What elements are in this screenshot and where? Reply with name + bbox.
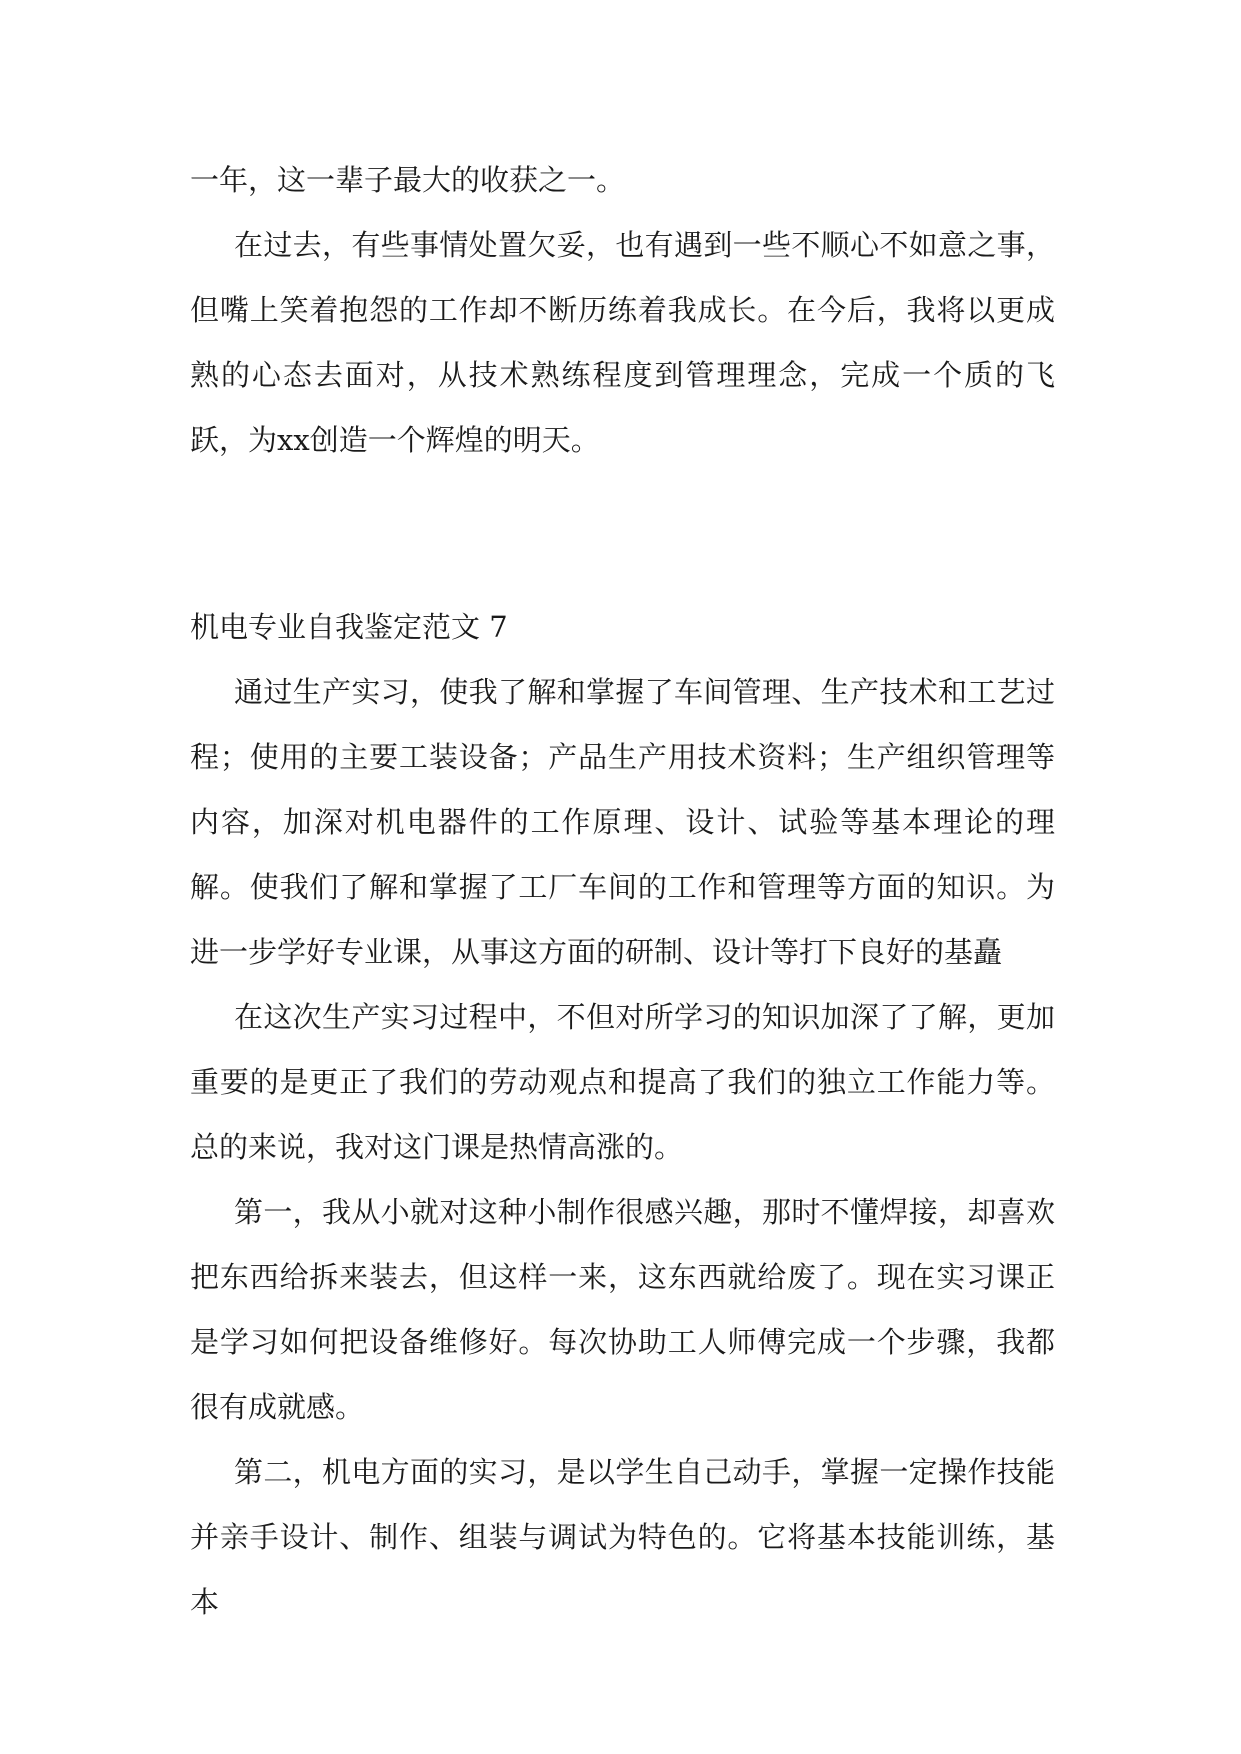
text-section-top <box>190 148 1055 473</box>
paragraph: 第二，机电方面的实习，是以学生自己动手，掌握一定操作技能并亲手设计、制作、组装与调试为特色的。它将基本技能训练，基本 <box>190 1455 1055 1619</box>
paragraph: 在过去，有些事情处置欠妥，也有遇到一些不顺心不如意之事，但嘴上笑着抱怨的工作却不断历练着我成长。在今后，我将以更成熟的心态去面对，从技术熟练程度到管理理念，完成一个质的飞跃，为xx创造一个辉煌的明天。 <box>190 228 1055 457</box>
paragraph-continuation: 一年，这一辈子最大的收获之一。 <box>190 163 626 197</box>
paragraph: 通过生产实习，使我了解和掌握了车间管理、生产技术和工艺过程；使用的主要工装设备；产品生产用技术资料；生产组织管理等内容，加深对机电器件的工作原理、设计、试验等基本理论的理解。使我们了解和掌握了工厂车间的工作和管理等方面的知识。为进一步学好专业课，从事这方面的研制、设计等打下良好的基矗 <box>190 675 1055 969</box>
paragraph: 第一，我从小就对这种小制作很感兴趣，那时不懂焊接，却喜欢把东西给拆来装去，但这样一来，这东西就给废了。现在实习课正是学习如何把设备维修好。每次协助工人师傅完成一个步骤，我都很有成就感。 <box>190 1195 1055 1424</box>
section-heading: 机电专业自我鉴定范文 7 <box>190 610 508 644</box>
text-section-7 <box>190 595 1055 1635</box>
paragraph: 在这次生产实习过程中，不但对所学习的知识加深了了解，更加重要的是更正了我们的劳动观点和提高了我们的独立工作能力等。总的来说，我对这门课是热情高涨的。 <box>190 1000 1055 1164</box>
